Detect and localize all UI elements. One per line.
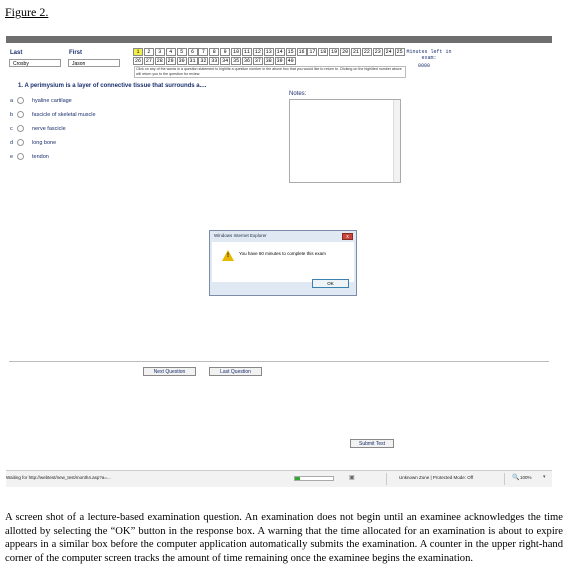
browser-window xyxy=(6,36,552,486)
last-question-button[interactable]: Last Question xyxy=(209,367,262,376)
question-number-cell[interactable]: 10 xyxy=(233,49,240,55)
dialog-body xyxy=(212,242,354,282)
question-number-cell[interactable]: 21 xyxy=(352,49,359,55)
zoom-level[interactable]: 100% xyxy=(520,475,532,480)
status-separator xyxy=(504,473,505,485)
question-number-cell[interactable]: 7 xyxy=(198,48,208,56)
answer-option[interactable] xyxy=(10,111,96,119)
question-number-cell[interactable]: 37 xyxy=(254,58,261,64)
answer-option[interactable] xyxy=(10,125,66,133)
option-letter: c xyxy=(10,126,13,132)
question-number-cell[interactable]: 32 xyxy=(200,58,207,64)
question-number-cell[interactable]: 33 xyxy=(211,58,218,64)
alert-dialog xyxy=(209,230,357,296)
status-separator xyxy=(386,473,387,485)
option-label: nerve fascicle xyxy=(32,126,66,132)
security-zone-text: Unknown Zone | Protected Mode: Off xyxy=(399,475,474,480)
first-name-field[interactable]: Jason xyxy=(68,59,120,67)
submit-test-button[interactable]: Submit Test xyxy=(350,439,394,448)
question-number-cell[interactable]: 35 xyxy=(233,58,240,64)
answer-option[interactable] xyxy=(10,97,72,105)
question-number-cell[interactable]: 34 xyxy=(222,58,229,64)
divider xyxy=(9,361,549,362)
option-letter: e xyxy=(10,154,14,160)
zoom-icon[interactable]: 🔍 xyxy=(512,475,520,481)
status-bar xyxy=(6,470,552,487)
option-letter: d xyxy=(10,140,14,146)
option-label: hyaline cartilage xyxy=(32,98,72,104)
option-letter: a xyxy=(10,98,14,104)
progress-fill xyxy=(295,477,300,480)
question-number-cell[interactable]: 23 xyxy=(374,49,381,55)
option-label: long bone xyxy=(32,140,57,146)
first-name-label: First xyxy=(69,50,83,56)
question-number-cell[interactable]: 25 xyxy=(396,49,403,55)
warning-icon-mark: ! xyxy=(227,253,229,259)
question-text: 1. A perimysium is a layer of connective tissue that surrounds a.... xyxy=(18,83,207,89)
page-status-icon: ▣ xyxy=(349,475,355,481)
notes-scrollbar[interactable] xyxy=(393,100,400,182)
question-number-cell[interactable]: 12 xyxy=(254,49,261,55)
question-number-cell[interactable]: 16 xyxy=(298,49,305,55)
option-radio[interactable] xyxy=(17,125,24,132)
page-header-bar xyxy=(6,36,552,43)
question-number-cell[interactable]: 2 xyxy=(144,48,154,56)
question-number-cell[interactable]: 26 xyxy=(134,58,141,64)
option-label: tendon xyxy=(32,154,49,160)
question-number-cell[interactable]: 30 xyxy=(178,58,185,64)
option-letter: b xyxy=(10,112,14,118)
dialog-close-button[interactable]: x xyxy=(342,233,353,240)
status-text: Waiting for http://webtest/new_test/month4.asp?a=... xyxy=(6,475,111,480)
figure-title: Figure 2. xyxy=(5,5,49,19)
answer-option[interactable] xyxy=(10,153,49,161)
dialog-title: Windows Internet Explorer xyxy=(214,233,267,238)
question-number-cell[interactable]: 40 xyxy=(287,58,294,64)
question-number-cell[interactable]: 1 xyxy=(133,48,143,56)
option-radio[interactable] xyxy=(17,111,24,118)
question-number-cell[interactable]: 28 xyxy=(156,58,163,64)
timer-label: Minutes left in exam: xyxy=(406,49,452,61)
option-label: fascicle of skeletal muscle xyxy=(32,112,96,118)
question-number-cell[interactable]: 14 xyxy=(276,49,283,55)
chevron-down-icon[interactable]: ▾ xyxy=(543,474,546,480)
question-number-cell[interactable]: 27 xyxy=(145,58,152,64)
last-name-field[interactable]: Crosby xyxy=(9,59,61,67)
question-number-cell[interactable]: 36 xyxy=(243,58,250,64)
answer-options xyxy=(6,97,206,167)
question-number-cell[interactable]: 20 xyxy=(342,49,349,55)
question-number-cell[interactable]: 17 xyxy=(309,49,316,55)
notes-label: Notes: xyxy=(289,91,307,97)
notes-textarea[interactable] xyxy=(289,99,401,183)
dialog-ok-button[interactable]: OK xyxy=(312,279,349,288)
next-question-button[interactable]: Next Question xyxy=(143,367,196,376)
loading-progress-bar xyxy=(294,476,334,481)
question-number-cell[interactable]: 29 xyxy=(167,58,174,64)
question-number-cell[interactable]: 15 xyxy=(287,49,294,55)
question-number-cell[interactable]: 18 xyxy=(320,49,327,55)
answer-option[interactable] xyxy=(10,139,56,147)
option-radio[interactable] xyxy=(17,153,24,160)
question-number-cell[interactable]: 11 xyxy=(243,49,250,55)
figure-caption: A screen shot of a lecture-based examination question. An examination does not begin until an examinee acknowledges the time allotted by selecting the “OK” button in the response box. A warning that the time allocated for an examination is about to expire appears in a similar box before the computer application automatically submits the examination. A counter in the upper right-hand corner of the computer screen tracks the amount of time remaining once the examinee begins the examination. xyxy=(5,512,563,564)
question-number-cell[interactable]: 8 xyxy=(209,48,219,56)
grid-instructions: Click on any of the words in a question statement to highlite a question number in the above box that you would like to return to. Clicking on the highlited number above will return you to the question for review. xyxy=(134,66,406,78)
question-number-cell[interactable]: 6 xyxy=(188,48,198,56)
question-number-cell[interactable]: 5 xyxy=(177,48,187,56)
question-number-cell[interactable]: 38 xyxy=(265,58,272,64)
question-number-cell[interactable]: 4 xyxy=(166,48,176,56)
question-number-cell[interactable]: 3 xyxy=(155,48,165,56)
question-number-cell[interactable]: 22 xyxy=(363,49,370,55)
question-number-cell[interactable]: 24 xyxy=(385,49,392,55)
question-number-cell[interactable]: 9 xyxy=(220,48,230,56)
last-name-label: Last xyxy=(10,50,23,56)
option-radio[interactable] xyxy=(17,139,24,146)
dialog-message: You have 60 minutes to complete this exam xyxy=(239,251,326,256)
timer-value: 0000 xyxy=(418,63,431,69)
question-number-cell[interactable]: 31 xyxy=(189,58,196,64)
option-radio[interactable] xyxy=(17,97,24,104)
question-number-cell[interactable]: 13 xyxy=(265,49,272,55)
question-number-cell[interactable]: 19 xyxy=(331,49,338,55)
question-number-cell[interactable]: 39 xyxy=(276,58,283,64)
